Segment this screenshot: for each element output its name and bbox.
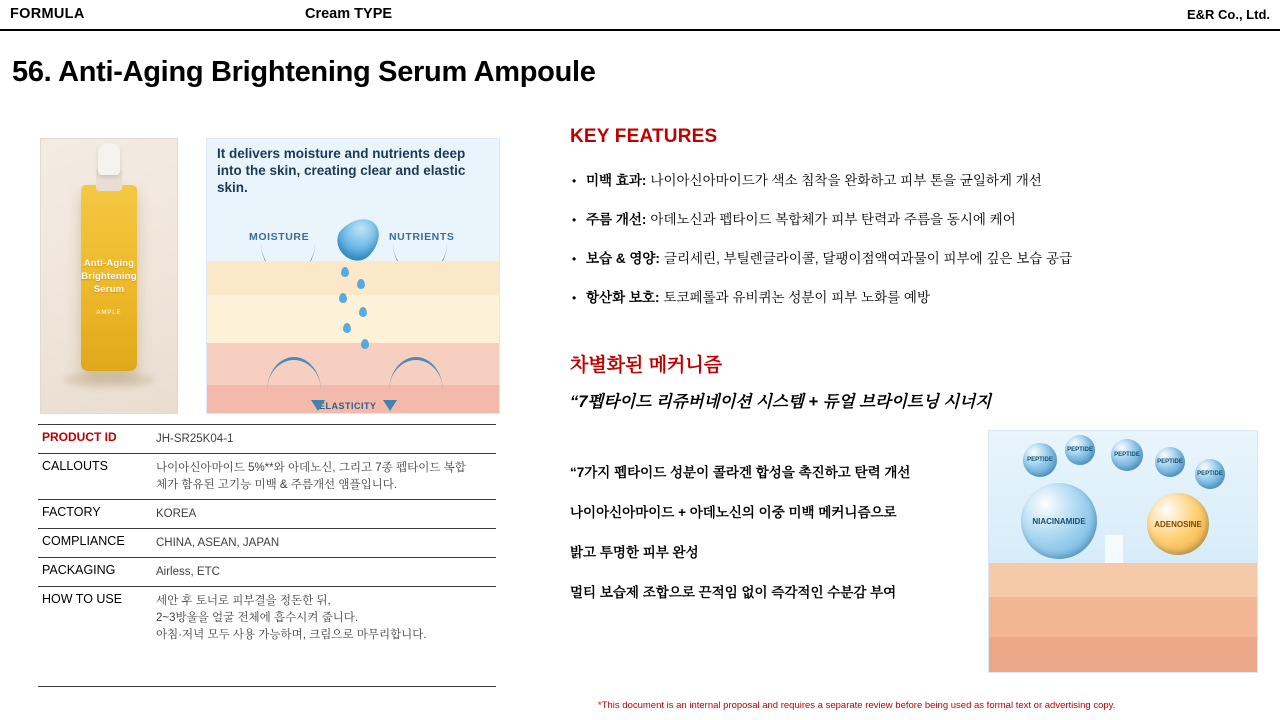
elasticity-arrow-right-icon bbox=[383, 400, 397, 411]
skin-layers bbox=[207, 261, 500, 413]
peptide-skin-layer-1 bbox=[989, 563, 1257, 597]
footnote: *This document is an internal proposal and requires a separate review before being used as formal text or advertising copy. bbox=[598, 700, 1116, 711]
peptide-skin-layer-2 bbox=[989, 597, 1257, 637]
micro-droplet-icon bbox=[357, 279, 365, 289]
peptide-bubble-icon: PEPTIDE bbox=[1195, 459, 1225, 489]
micro-droplet-icon bbox=[341, 267, 349, 277]
micro-droplet-icon bbox=[361, 339, 369, 349]
feature-text: 글리세린, 부틸렌글라이콜, 달팽이점액여과물이 피부에 깊은 보습 공급 bbox=[663, 251, 1073, 266]
peptide-bubble-icon: PEPTIDE bbox=[1023, 443, 1057, 477]
bullet-icon: • bbox=[572, 174, 577, 188]
spec-key-packaging: PACKAGING bbox=[42, 563, 116, 577]
table-row bbox=[38, 529, 496, 558]
bottle-label bbox=[81, 257, 137, 296]
spec-key-callouts: CALLOUTS bbox=[42, 459, 108, 473]
elasticity-arrow-left-icon bbox=[311, 400, 325, 411]
peptide-bubble-icon: PEPTIDE bbox=[1111, 439, 1143, 471]
header-divider bbox=[0, 29, 1280, 31]
spec-key-product-id: PRODUCT ID bbox=[42, 430, 117, 444]
absorption-arrow-shaft bbox=[1105, 535, 1123, 565]
feature-label: 미백 효과: bbox=[586, 173, 647, 188]
mechanism-line: 나이아신아마이드 + 아데노신의 이중 미백 메커니즘으로 bbox=[570, 505, 897, 520]
peptide-mechanism-image bbox=[988, 430, 1258, 673]
key-features-list bbox=[572, 172, 1272, 328]
skin-layer-dermis bbox=[207, 295, 500, 343]
mechanism-heading: 차별화된 메커니즘 bbox=[570, 355, 723, 376]
slide-header bbox=[0, 0, 1280, 30]
bullet-icon: • bbox=[572, 291, 577, 305]
product-photo bbox=[40, 138, 178, 414]
micro-droplet-icon bbox=[339, 293, 347, 303]
list-item bbox=[572, 211, 1272, 229]
serum-bottle bbox=[81, 185, 137, 371]
bullet-icon: • bbox=[572, 213, 577, 227]
skin-layer-epidermis bbox=[207, 261, 500, 295]
list-item bbox=[572, 289, 1272, 307]
feature-text: 아데노신과 펩타이드 복합체가 피부 탄력과 주름을 동시에 케어 bbox=[650, 212, 1016, 227]
key-features-heading: KEY FEATURES bbox=[570, 126, 718, 147]
table-row bbox=[38, 558, 496, 587]
bottle-label-line2: Brightening bbox=[81, 271, 137, 282]
photo-shadow bbox=[63, 373, 155, 387]
mechanism-body bbox=[570, 464, 970, 624]
diagram-elasticity-label: ELASTICITY bbox=[319, 401, 377, 411]
bottle-sub-label: AMPLE bbox=[96, 310, 122, 316]
diagram-moisture-label: MOISTURE bbox=[249, 231, 310, 243]
adenosine-bubble-icon: ADENOSINE bbox=[1147, 493, 1209, 555]
diagram-headline: It delivers moisture and nutrients deep into the skin, creating clear and elastic skin. bbox=[217, 146, 466, 195]
mechanism-quote: “7펩타이드 리쥬버네이션 시스템 + 듀얼 브라이트닝 시너지 bbox=[570, 393, 992, 411]
list-item bbox=[572, 250, 1272, 268]
feature-label: 항산화 보호: bbox=[586, 290, 660, 305]
bullet-icon: • bbox=[572, 252, 577, 266]
niacinamide-bubble-icon: NIACINAMIDE bbox=[1021, 483, 1097, 559]
table-row bbox=[38, 587, 496, 649]
spec-value-callouts: 나이아신아마이드 5%**와 아데노신, 그리고 7종 펩타이드 복합 체가 함유된 고기능 미백 & 주름개선 앰플입니다. bbox=[156, 462, 466, 491]
peptide-skin-layer-3 bbox=[989, 637, 1257, 673]
list-item bbox=[572, 172, 1272, 190]
table-row bbox=[38, 500, 496, 529]
micro-droplet-icon bbox=[343, 323, 351, 333]
table-row bbox=[38, 454, 496, 500]
absorption-diagram bbox=[206, 138, 500, 414]
header-type-label: Cream TYPE bbox=[305, 6, 393, 22]
water-droplet-icon bbox=[330, 210, 388, 268]
peptide-bubble-icon: PEPTIDE bbox=[1155, 447, 1185, 477]
product-spec-table bbox=[38, 424, 496, 649]
mechanism-line: 밝고 투명한 피부 완성 bbox=[570, 545, 699, 560]
spec-value-compliance: CHINA, ASEAN, JAPAN bbox=[156, 537, 280, 549]
bottle-label-line1: Anti-Aging bbox=[83, 258, 135, 269]
spec-value-factory: KOREA bbox=[156, 508, 197, 520]
spec-key-compliance: COMPLIANCE bbox=[42, 534, 125, 548]
spec-value-how-to-use: 세안 후 토너로 피부결을 정돈한 뒤, 2~3방울을 얼굴 전체에 흡수시켜 줍니다. 아침·저녁 모두 사용 가능하며, 크림으로 마무리합니다. bbox=[156, 595, 427, 641]
header-formula-label: FORMULA bbox=[10, 6, 85, 22]
spec-key-how-to-use: HOW TO USE bbox=[42, 592, 123, 606]
skin-layer-subcutaneous bbox=[207, 343, 500, 385]
peptide-bubble-icon: PEPTIDE bbox=[1065, 435, 1095, 465]
spec-key-factory: FACTORY bbox=[42, 505, 101, 519]
micro-droplet-icon bbox=[359, 307, 367, 317]
table-row bbox=[38, 424, 496, 454]
spec-value-product-id: JH-SR25K04-1 bbox=[156, 433, 234, 445]
spec-value-packaging: Airless, ETC bbox=[156, 566, 220, 578]
feature-label: 보습 & 영양: bbox=[586, 251, 660, 266]
spec-table-bottom-divider bbox=[38, 686, 496, 687]
mechanism-line: 멀티 보습제 조합으로 끈적임 없이 즉각적인 수분감 부여 bbox=[570, 585, 897, 600]
mechanism-line: “7가지 펩타이드 성분이 콜라겐 합성을 촉진하고 탄력 개선 bbox=[570, 465, 911, 480]
header-company-label: E&R Co., Ltd. bbox=[1186, 7, 1270, 22]
feature-label: 주름 개선: bbox=[586, 212, 647, 227]
dropper-cap-icon bbox=[98, 143, 120, 175]
feature-text: 나이아신아마이드가 색소 침착을 완화하고 피부 톤을 균일하게 개선 bbox=[650, 173, 1042, 188]
page-title: 56. Anti-Aging Brightening Serum Ampoule bbox=[12, 56, 596, 88]
bottle-label-line3: Serum bbox=[93, 284, 125, 295]
feature-text: 토코페롤과 유비퀴논 성분이 피부 노화를 예방 bbox=[663, 290, 930, 305]
diagram-nutrients-label: NUTRIENTS bbox=[389, 231, 455, 243]
